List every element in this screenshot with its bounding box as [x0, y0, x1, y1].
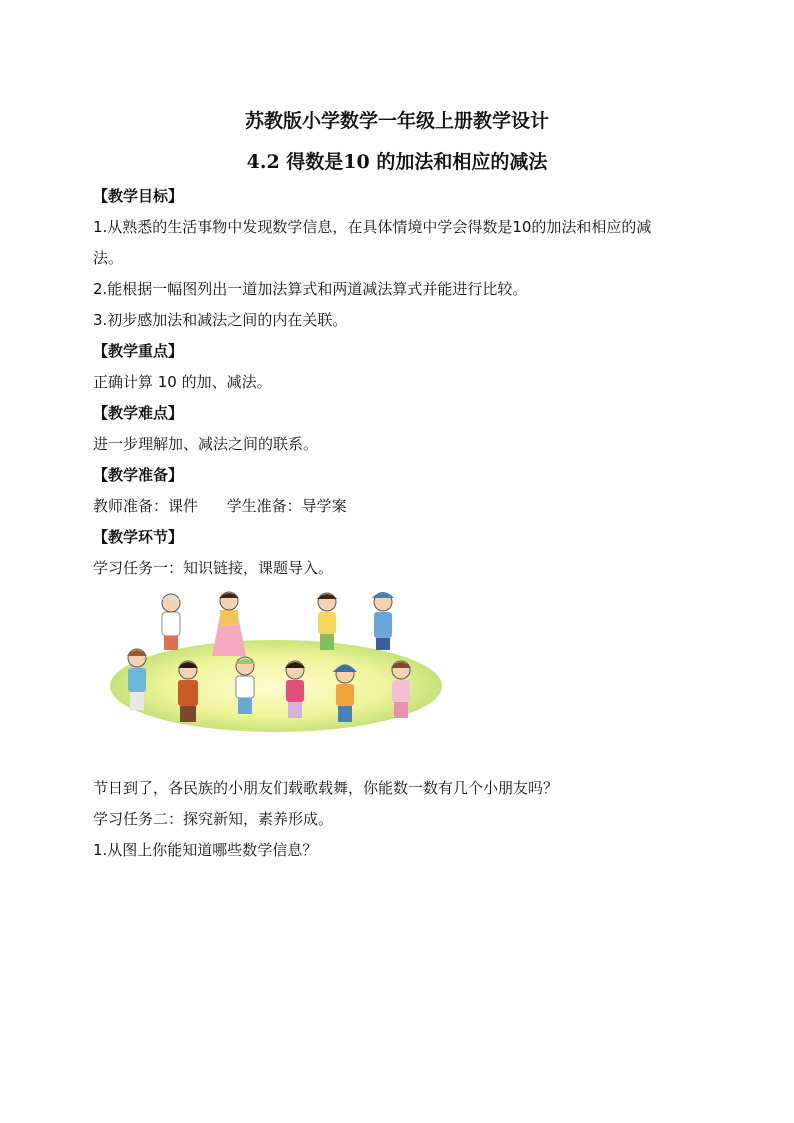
steps-heading: 【教学环节】	[93, 528, 184, 546]
question: 节日到了，各民族的小朋友们载歌载舞，你能数一数有几个小朋友吗？	[93, 779, 559, 797]
prep-heading: 【教学准备】	[93, 466, 184, 484]
goals-heading: 【教学目标】	[93, 187, 184, 205]
children-dancing-illustration	[108, 586, 443, 740]
subtitle: 4.2 得数是10 的加法和相应的减法	[246, 151, 548, 173]
question-1: 1.从图上你能知道哪些数学信息？	[93, 841, 318, 859]
child-figure	[391, 661, 411, 718]
goal-3: 3.初步感加法和减法之间的内在关联。	[93, 311, 348, 329]
child-figure	[162, 594, 180, 650]
difficulty-heading: 【教学难点】	[93, 404, 184, 422]
key-text: 正确计算 10 的加、减法。	[93, 373, 272, 391]
goal-1-line-1: 1.从熟悉的生活事物中发现数学信息，在具体情境中学会得数是10的加法和相应的减	[93, 218, 652, 236]
child-figure	[235, 657, 255, 714]
child-figure	[317, 593, 337, 650]
child-figure	[372, 592, 394, 650]
child-figure	[127, 649, 147, 710]
goal-2: 2.能根据一幅图列出一道加法算式和两道减法算式并能进行比较。	[93, 280, 528, 298]
difficulty-text: 进一步理解加、减法之间的联系。	[93, 435, 319, 453]
child-figure	[285, 661, 305, 718]
task-2: 学习任务二：探究新知，素养形成。	[93, 810, 334, 828]
task-1: 学习任务一：知识链接，课题导入。	[93, 559, 334, 577]
child-figure	[178, 661, 198, 722]
prep-text: 教师准备：课件 学生准备：导学案	[93, 497, 347, 515]
child-figure	[212, 592, 246, 656]
goal-1-line-2: 法。	[93, 249, 124, 267]
key-heading: 【教学重点】	[93, 342, 184, 360]
title: 苏教版小学数学一年级上册教学设计	[244, 110, 549, 132]
